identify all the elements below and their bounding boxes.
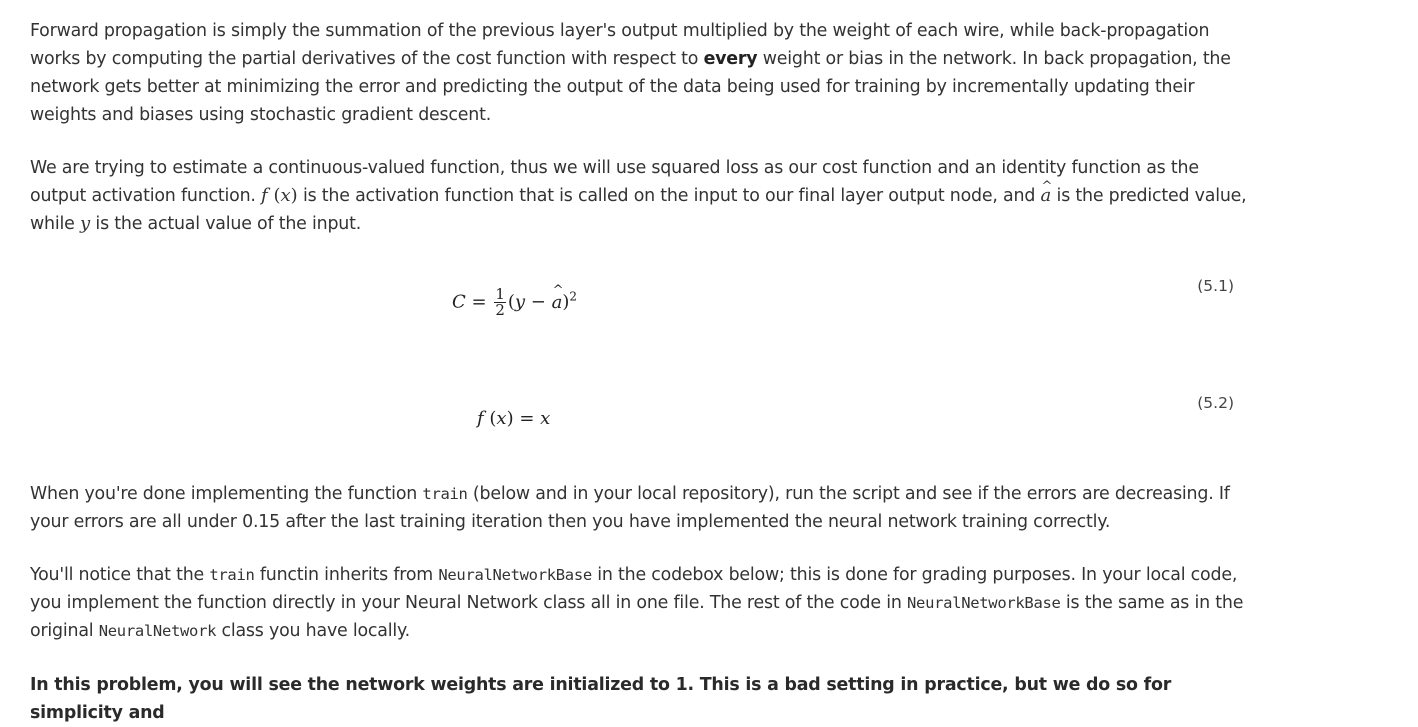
- equation-number: (5.2): [1197, 394, 1234, 412]
- math-c: C: [452, 291, 466, 313]
- paragraph-text: is the same as in the original: [30, 593, 1244, 641]
- math-equals: =: [513, 408, 541, 429]
- math-equals: =: [465, 291, 493, 313]
- math-paren: ): [562, 291, 570, 313]
- fraction-denominator: 2: [495, 301, 505, 319]
- math-a-hat: ^ a: [552, 292, 563, 313]
- paragraph-text: is the predicted value, while: [30, 186, 1247, 234]
- math-y: y: [79, 213, 91, 234]
- paragraph-text: class you have locally.: [216, 621, 410, 641]
- inline-code: NeuralNetworkBase: [438, 566, 592, 584]
- emphasis-every: every: [703, 49, 758, 69]
- paragraph-text: weight or bias in the network. In back propagation, the network gets better at minimizing the error and predicting the output of the data being used for training by incrementally updating their weights and biases using stochastic gradient descent.: [30, 49, 1231, 125]
- inline-code: train: [422, 485, 468, 503]
- inline-code: NeuralNetworkBase: [907, 594, 1061, 612]
- paragraph-train-instructions: [30, 480, 1250, 536]
- fraction: [494, 287, 506, 318]
- math-paren: (: [483, 408, 497, 429]
- paragraph-propagation: [30, 17, 1250, 129]
- paragraph-text: (below and in your local repository), run the script and see if the errors are decreasing. If your errors are all under 0.15 after the last training iteration then you have implemented the neural network training correctly.: [30, 484, 1230, 532]
- paragraph-text: We are trying to estimate a continuous-valued function, thus we will use squared loss as our cost function and an identity function as the output activation function.: [30, 158, 1199, 206]
- math-paren: (: [267, 185, 281, 206]
- paragraph-cost-function: [30, 154, 1250, 238]
- paragraph-text: You'll notice that the: [30, 565, 210, 585]
- equation-number: (5.1): [1197, 277, 1234, 295]
- equation-body: [477, 408, 550, 429]
- math-x: x: [496, 408, 507, 429]
- inline-code: train: [209, 566, 255, 584]
- math-f: f: [477, 408, 484, 429]
- math-a-hat: ^ a: [1041, 182, 1052, 210]
- paragraph-text: is the actual value of the input.: [90, 214, 362, 234]
- math-paren: ): [290, 185, 298, 206]
- math-y: y: [514, 291, 526, 313]
- equation-5-1: [30, 277, 1250, 342]
- paragraph-weights-note: In this problem, you will see the network weights are initialized to 1. This is a bad setting in practice, but we do so for simplicity and: [30, 675, 1172, 723]
- math-x: x: [540, 408, 551, 429]
- math-minus: −: [525, 291, 552, 313]
- equation-5-2: [30, 394, 1250, 459]
- fraction-numerator: 1: [495, 285, 505, 303]
- math-exponent: 2: [569, 289, 577, 304]
- paragraph-text: in the codebox below; this is done for grading purposes. In your local code, you implement the function directly in your Neural Network class all in one file. The rest of the code in: [30, 565, 1238, 613]
- math-x: x: [280, 185, 291, 206]
- math-paren: ): [506, 408, 514, 429]
- paragraph-text: When you're done implementing the function: [30, 484, 423, 504]
- math-paren: (: [507, 291, 515, 313]
- paragraph-text: is the activation function that is called on the input to our final layer output node, and: [297, 186, 1041, 206]
- paragraph-text: Forward propagation is simply the summation of the previous layer's output multiplied by the weight of each wire, while back-propagation works by computing the partial derivatives of the cost function with respect to: [30, 21, 1210, 69]
- math-f: f: [261, 185, 268, 206]
- paragraph-text: functin inherits from: [254, 565, 439, 585]
- equation-body: [452, 287, 577, 318]
- paragraph-inheritance-note: [30, 561, 1250, 645]
- inline-code: NeuralNetwork: [98, 622, 217, 640]
